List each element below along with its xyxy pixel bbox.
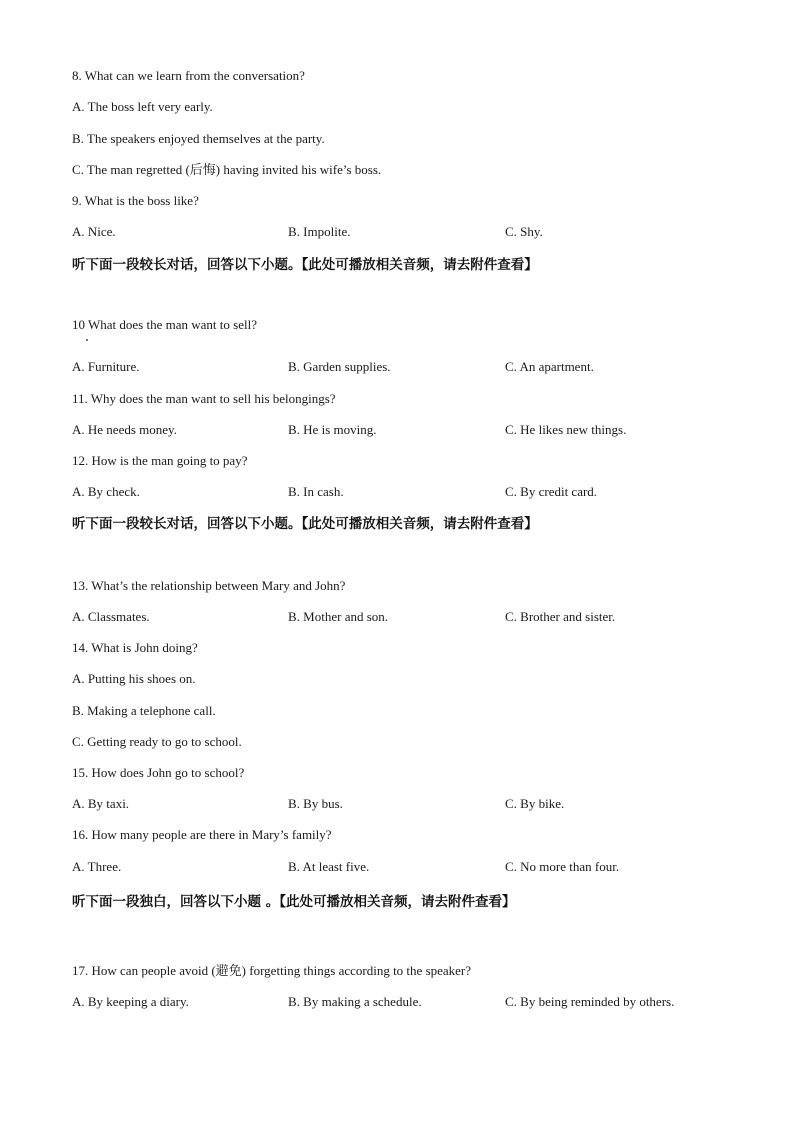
q8-option-c: C. The man regretted (后悔) having invited his wife’s boss. [72,162,382,177]
section-instruction-1: 听下面一段较长对话，回答以下小题。【此处可播放相关音频，请去附件查看】 [72,257,538,273]
q14-option-b: B. Making a telephone call. [72,703,216,718]
q11-option-a: A. He needs money. [72,422,177,437]
q15-option-b: B. By bus. [288,796,343,811]
q11-option-b: B. He is moving. [288,422,377,437]
q9-option-a: A. Nice. [72,224,116,239]
section-instruction-3: 听下面一段独白，回答以下小题 。【此处可播放相关音频，请去附件查看】 [72,894,516,910]
question-10: 10 What does the man want to sell? [72,317,257,332]
question-8: 8. What can we learn from the conversation? [72,68,305,83]
q13-option-c: C. Brother and sister. [505,609,616,624]
question-13: 13. What’s the relationship between Mary and John? [72,578,346,593]
q12-option-c: C. By credit card. [505,484,598,499]
q17-option-c: C. By being reminded by others. [505,994,675,1009]
q11-option-c: C. He likes new things. [505,422,627,437]
q9-option-b: B. Impolite. [288,224,351,239]
section-instruction-2: 听下面一段较长对话，回答以下小题。【此处可播放相关音频，请去附件查看】 [72,516,538,532]
q8-option-a: A. The boss left very early. [72,99,213,114]
q14-option-a: A. Putting his shoes on. [72,671,196,686]
q14-option-c: C. Getting ready to go to school. [72,734,242,749]
question-12: 12. How is the man going to pay? [72,453,248,468]
question-11: 11. Why does the man want to sell his belongings? [72,391,336,406]
q12-option-a: A. By check. [72,484,140,499]
stray-dot [86,339,88,341]
question-16: 16. How many people are there in Mary’s family? [72,827,332,842]
q9-option-c: C. Shy. [505,224,543,239]
q10-option-b: B. Garden supplies. [288,359,391,374]
question-9: 9. What is the boss like? [72,193,199,208]
q13-option-b: B. Mother and son. [288,609,389,624]
question-15: 15. How does John go to school? [72,765,245,780]
q12-option-b: B. In cash. [288,484,344,499]
q16-option-c: C. No more than four. [505,859,620,874]
q17-option-b: B. By making a schedule. [288,994,422,1009]
q16-option-b: B. At least five. [288,859,370,874]
q16-option-a: A. Three. [72,859,122,874]
q10-option-c: C. An apartment. [505,359,594,374]
question-17: 17. How can people avoid (避免) forgetting things according to the speaker? [72,963,472,978]
q15-option-a: A. By taxi. [72,796,130,811]
question-14: 14. What is John doing? [72,640,198,655]
q13-option-a: A. Classmates. [72,609,150,624]
q8-option-b: B. The speakers enjoyed themselves at the party. [72,131,325,146]
q15-option-c: C. By bike. [505,796,565,811]
q10-option-a: A. Furniture. [72,359,140,374]
q17-option-a: A. By keeping a diary. [72,994,189,1009]
